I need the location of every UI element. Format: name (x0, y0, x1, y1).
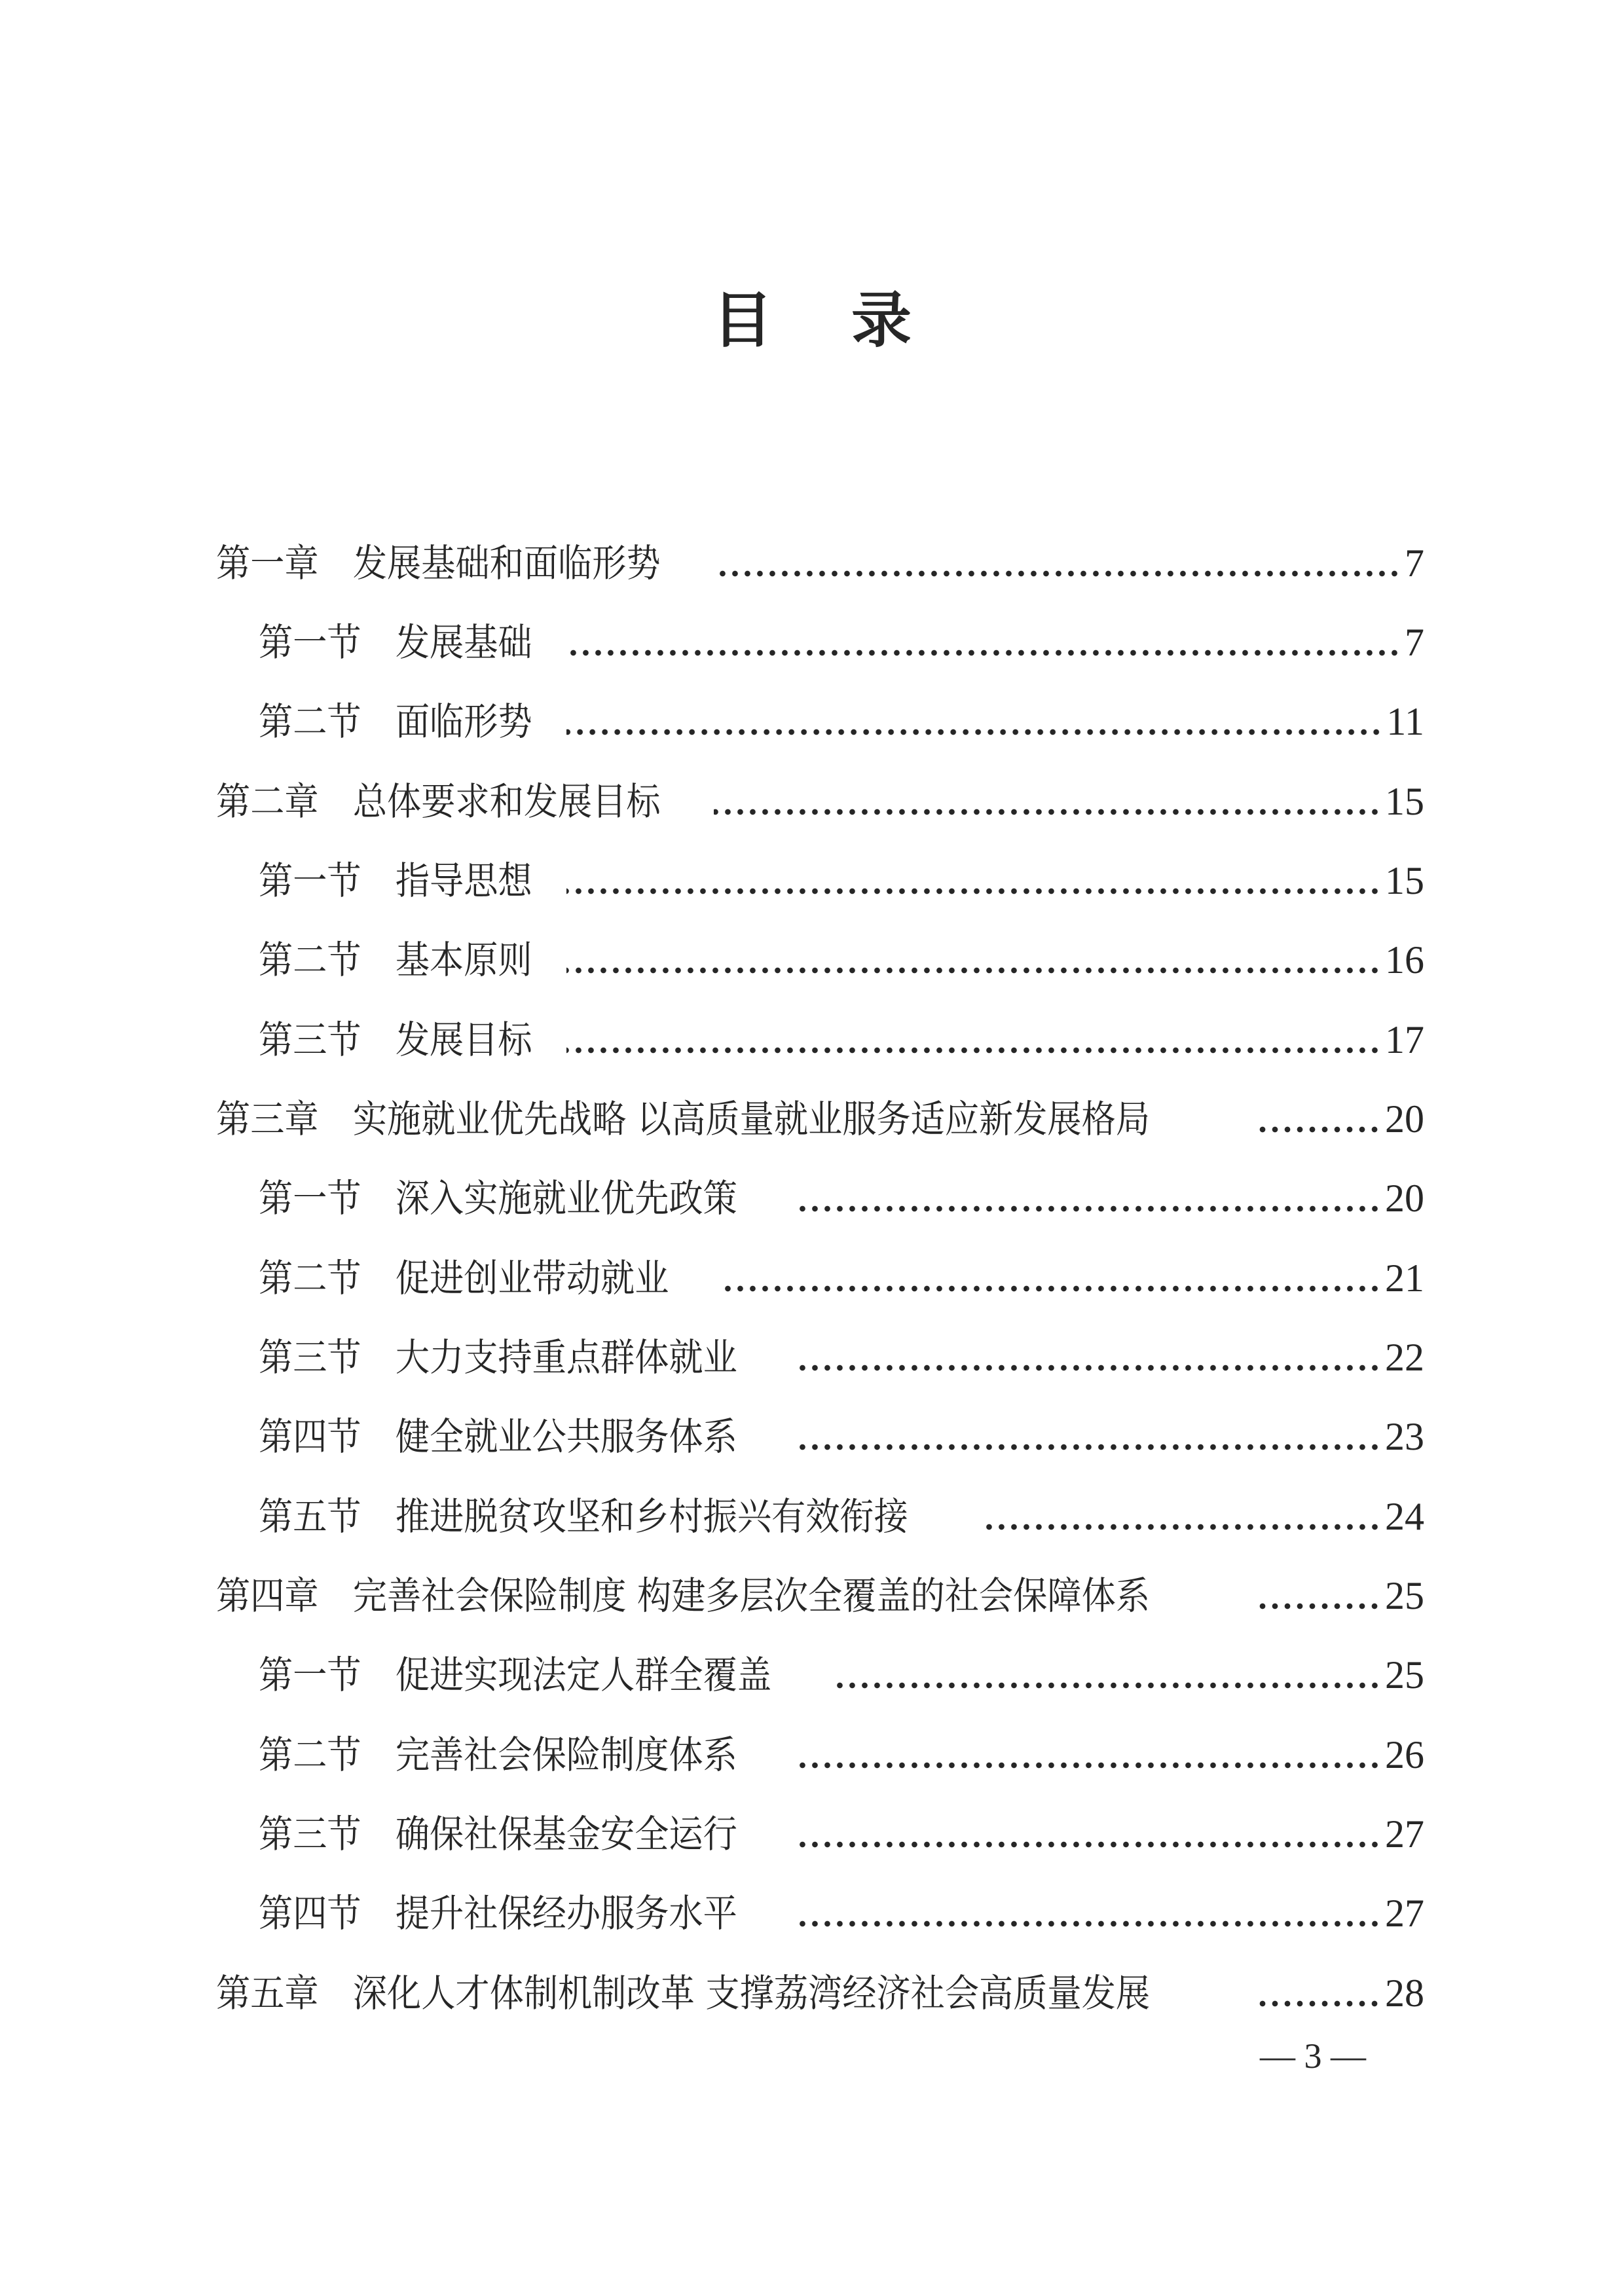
toc-entry-section[interactable] (259, 1645, 1424, 1698)
toc-entry-label: 第四节 健全就业公共服务体系 (259, 1414, 737, 1459)
toc-entry-chapter[interactable] (216, 1964, 1424, 2016)
dot-leader (794, 1841, 1381, 1848)
toc-page-number: 24 (1385, 1495, 1424, 1538)
toc-page-number: 20 (1385, 1097, 1424, 1141)
toc-entry-section[interactable] (259, 692, 1424, 744)
dot-leader (1257, 1126, 1381, 1133)
toc-entry-label: 第三节 确保社保基金安全运行 (259, 1812, 737, 1856)
toc-entry-section[interactable] (259, 1249, 1424, 1301)
toc-entry-label: 第五节 推进脱贫攻坚和乡村振兴有效衔接 (259, 1494, 908, 1539)
dot-leader (566, 729, 1382, 735)
toc-entry-section[interactable] (259, 930, 1424, 983)
toc-entry-label: 第二节 促进创业带动就业 (259, 1256, 669, 1300)
dot-leader (566, 967, 1381, 974)
toc-page-number: 16 (1385, 938, 1424, 982)
toc-page-number: 27 (1385, 1812, 1424, 1856)
toc-page-number: 22 (1385, 1336, 1424, 1379)
dot-leader (566, 1047, 1381, 1054)
toc-entry-section[interactable] (259, 1010, 1424, 1063)
toc-page-number: 21 (1385, 1257, 1424, 1300)
toc-entry-label: 第五章 深化人才体制机制改革 支撑荔湾经济社会高质量发展 (216, 1971, 1151, 2015)
dot-leader (794, 1920, 1381, 1927)
toc-entry-label: 第一节 指导思想 (259, 858, 532, 903)
toc-entry-section[interactable] (259, 1884, 1424, 1936)
toc-page-number: 17 (1385, 1018, 1424, 1061)
toc-entry-label: 第一节 促进实现法定人群全覆盖 (259, 1653, 772, 1697)
toc-page-number: 27 (1385, 1892, 1424, 1935)
toc-page-number: 15 (1385, 859, 1424, 902)
toc-entry-label: 第四节 提升社保经办服务水平 (259, 1891, 737, 1936)
dot-leader (1257, 1603, 1381, 1609)
toc-entry-label: 第二节 基本原则 (259, 938, 532, 982)
dot-leader (714, 809, 1381, 815)
toc-entry-section[interactable] (259, 1487, 1424, 1539)
toc-page-number: 20 (1385, 1177, 1424, 1220)
toc-entry-chapter[interactable] (216, 1566, 1424, 1619)
toc-entry-label: 第三章 实施就业优先战略 以高质量就业服务适应新发展格局 (216, 1097, 1151, 1141)
page-title: 目录 (712, 285, 990, 356)
toc-page-number: 26 (1385, 1733, 1424, 1776)
toc-entry-section[interactable] (259, 1169, 1424, 1221)
toc-entry-chapter[interactable] (216, 1090, 1424, 1142)
toc-entry-label: 第四章 完善社会保险制度 构建多层次全覆盖的社会保障体系 (216, 1573, 1151, 1618)
toc-page-number: 11 (1386, 700, 1424, 743)
dot-leader (832, 1682, 1381, 1689)
dot-leader (1257, 2000, 1381, 2007)
toc-page-number: 15 (1385, 780, 1424, 823)
toc-entry-label: 第一节 发展基础 (259, 620, 532, 665)
toc-page-number: 28 (1385, 1972, 1424, 2015)
page-number-footer: — 3 — (1260, 2036, 1366, 2076)
toc-entry-section[interactable] (259, 1328, 1424, 1380)
dot-leader (794, 1444, 1381, 1450)
toc-entry-chapter[interactable] (216, 534, 1424, 586)
toc-entry-section[interactable] (259, 1407, 1424, 1460)
toc-page-number: 7 (1405, 542, 1424, 585)
toc-entry-label: 第二章 总体要求和发展目标 (216, 779, 661, 824)
toc-page-number: 25 (1385, 1653, 1424, 1697)
dot-leader (984, 1524, 1381, 1530)
dot-leader (718, 1285, 1381, 1292)
toc-entry-label: 第三节 大力支持重点群体就业 (259, 1335, 737, 1380)
toc-entry-label: 第二节 面临形势 (259, 699, 532, 744)
toc-entry-section[interactable] (259, 1805, 1424, 1857)
toc-entry-label: 第一章 发展基础和面临形势 (216, 541, 661, 585)
toc-entry-chapter[interactable] (216, 772, 1424, 824)
dot-leader (566, 888, 1381, 894)
dot-leader (794, 1762, 1381, 1769)
dot-leader (794, 1365, 1381, 1371)
toc-entry-label: 第三节 发展目标 (259, 1018, 532, 1062)
dot-leader (794, 1205, 1381, 1212)
toc-page-number: 23 (1385, 1415, 1424, 1458)
dot-leader (714, 570, 1401, 577)
toc-entry-section[interactable] (259, 613, 1424, 665)
dot-leader (566, 650, 1401, 656)
toc-entry-section[interactable] (259, 851, 1424, 904)
toc-entry-label: 第二节 完善社会保险制度体系 (259, 1733, 737, 1777)
toc-page-number: 7 (1405, 621, 1424, 664)
toc-entry-label: 第一节 深入实施就业优先政策 (259, 1176, 737, 1221)
toc-entry-section[interactable] (259, 1725, 1424, 1778)
toc-page-number: 25 (1385, 1574, 1424, 1617)
